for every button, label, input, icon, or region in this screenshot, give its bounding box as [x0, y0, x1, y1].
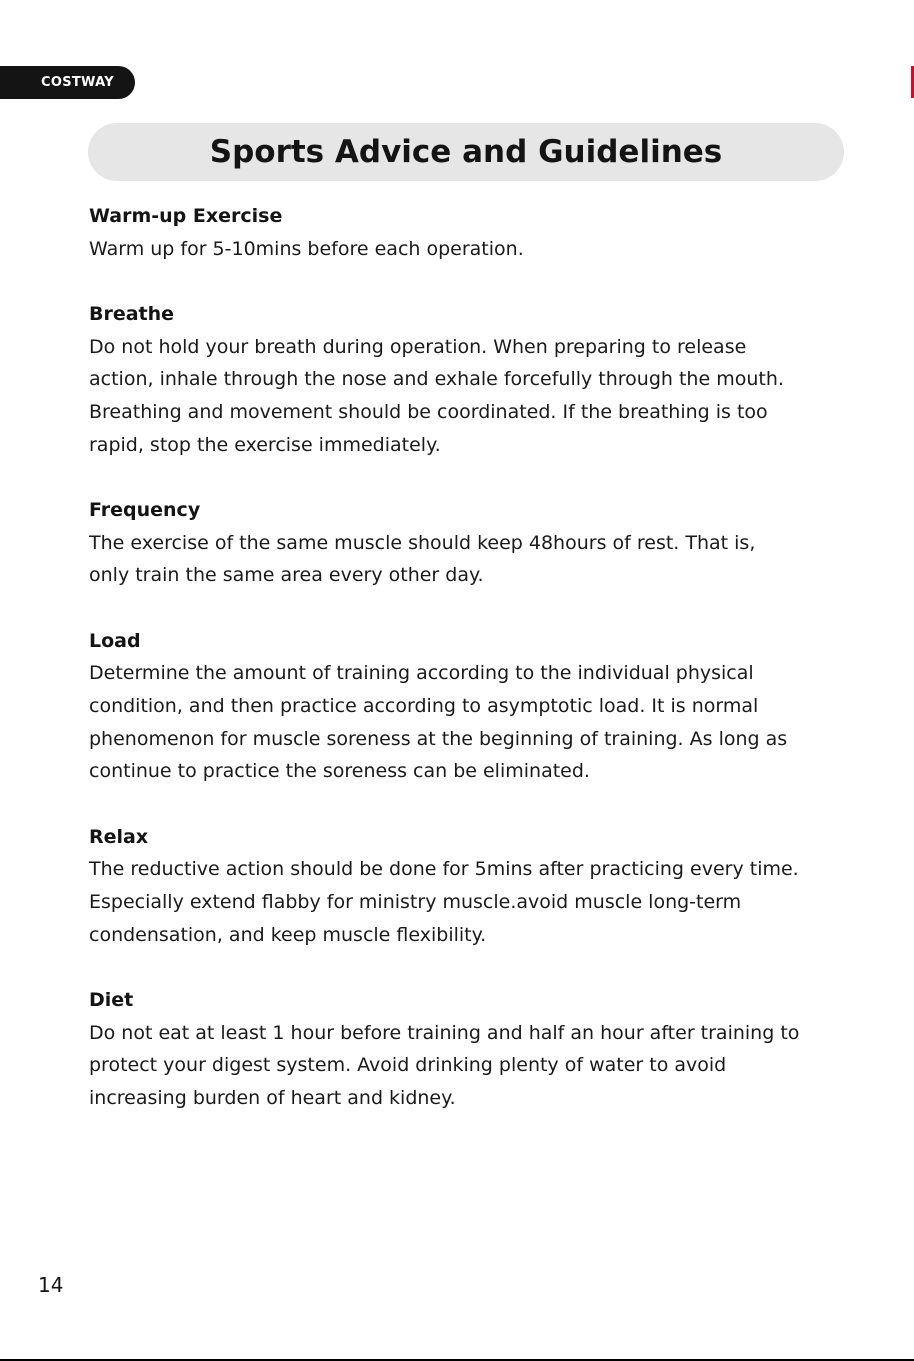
section-diet [89, 984, 869, 1115]
page-number: 14 [38, 1273, 64, 1297]
section-breathe [89, 298, 869, 462]
section-relax [89, 821, 869, 952]
section-frequency [89, 494, 869, 592]
section-heading: Breathe [89, 302, 175, 325]
section-body: The exercise of the same muscle should keep 48hours of rest. That is, only train the same area every other day. [89, 531, 756, 587]
section-load [89, 625, 869, 789]
guidelines-content [89, 200, 869, 1147]
section-heading: Diet [89, 988, 134, 1011]
section-body: Do not hold your breath during operation. When preparing to release action, inhale through the nose and exhale forcefully through the mouth. Breathing and movement should be coordinated. If the breathing is too rapid, stop the exercise immediately. [89, 335, 784, 456]
title-banner [88, 123, 844, 181]
section-body: Determine the amount of training according to the individual physical condition, and then practice according to asymptotic load. It is normal phenomenon for muscle soreness at the beginning of training. As long as continue to practice the soreness can be eliminated. [89, 662, 788, 783]
section-body: The reductive action should be done for 5mins after practicing every time. Especially extend flabby for ministry muscle.avoid muscle long-term condensation, and keep muscle flexibility. [89, 858, 799, 946]
section-body: Do not eat at least 1 hour before training and half an hour after training to protect your digest system. Avoid drinking plenty of water to avoid increasing burden of heart and kidney. [89, 1021, 800, 1109]
section-heading: Relax [89, 825, 149, 848]
section-warm-up [89, 200, 869, 265]
section-heading: Warm-up Exercise [89, 205, 283, 227]
section-heading: Load [89, 629, 141, 652]
page-title: Sports Advice and Guidelines [209, 134, 723, 170]
section-body: Warm up for 5-10mins before each operation. [89, 237, 524, 260]
section-heading: Frequency [89, 498, 201, 521]
brand-logo: COSTWAY [0, 66, 135, 99]
